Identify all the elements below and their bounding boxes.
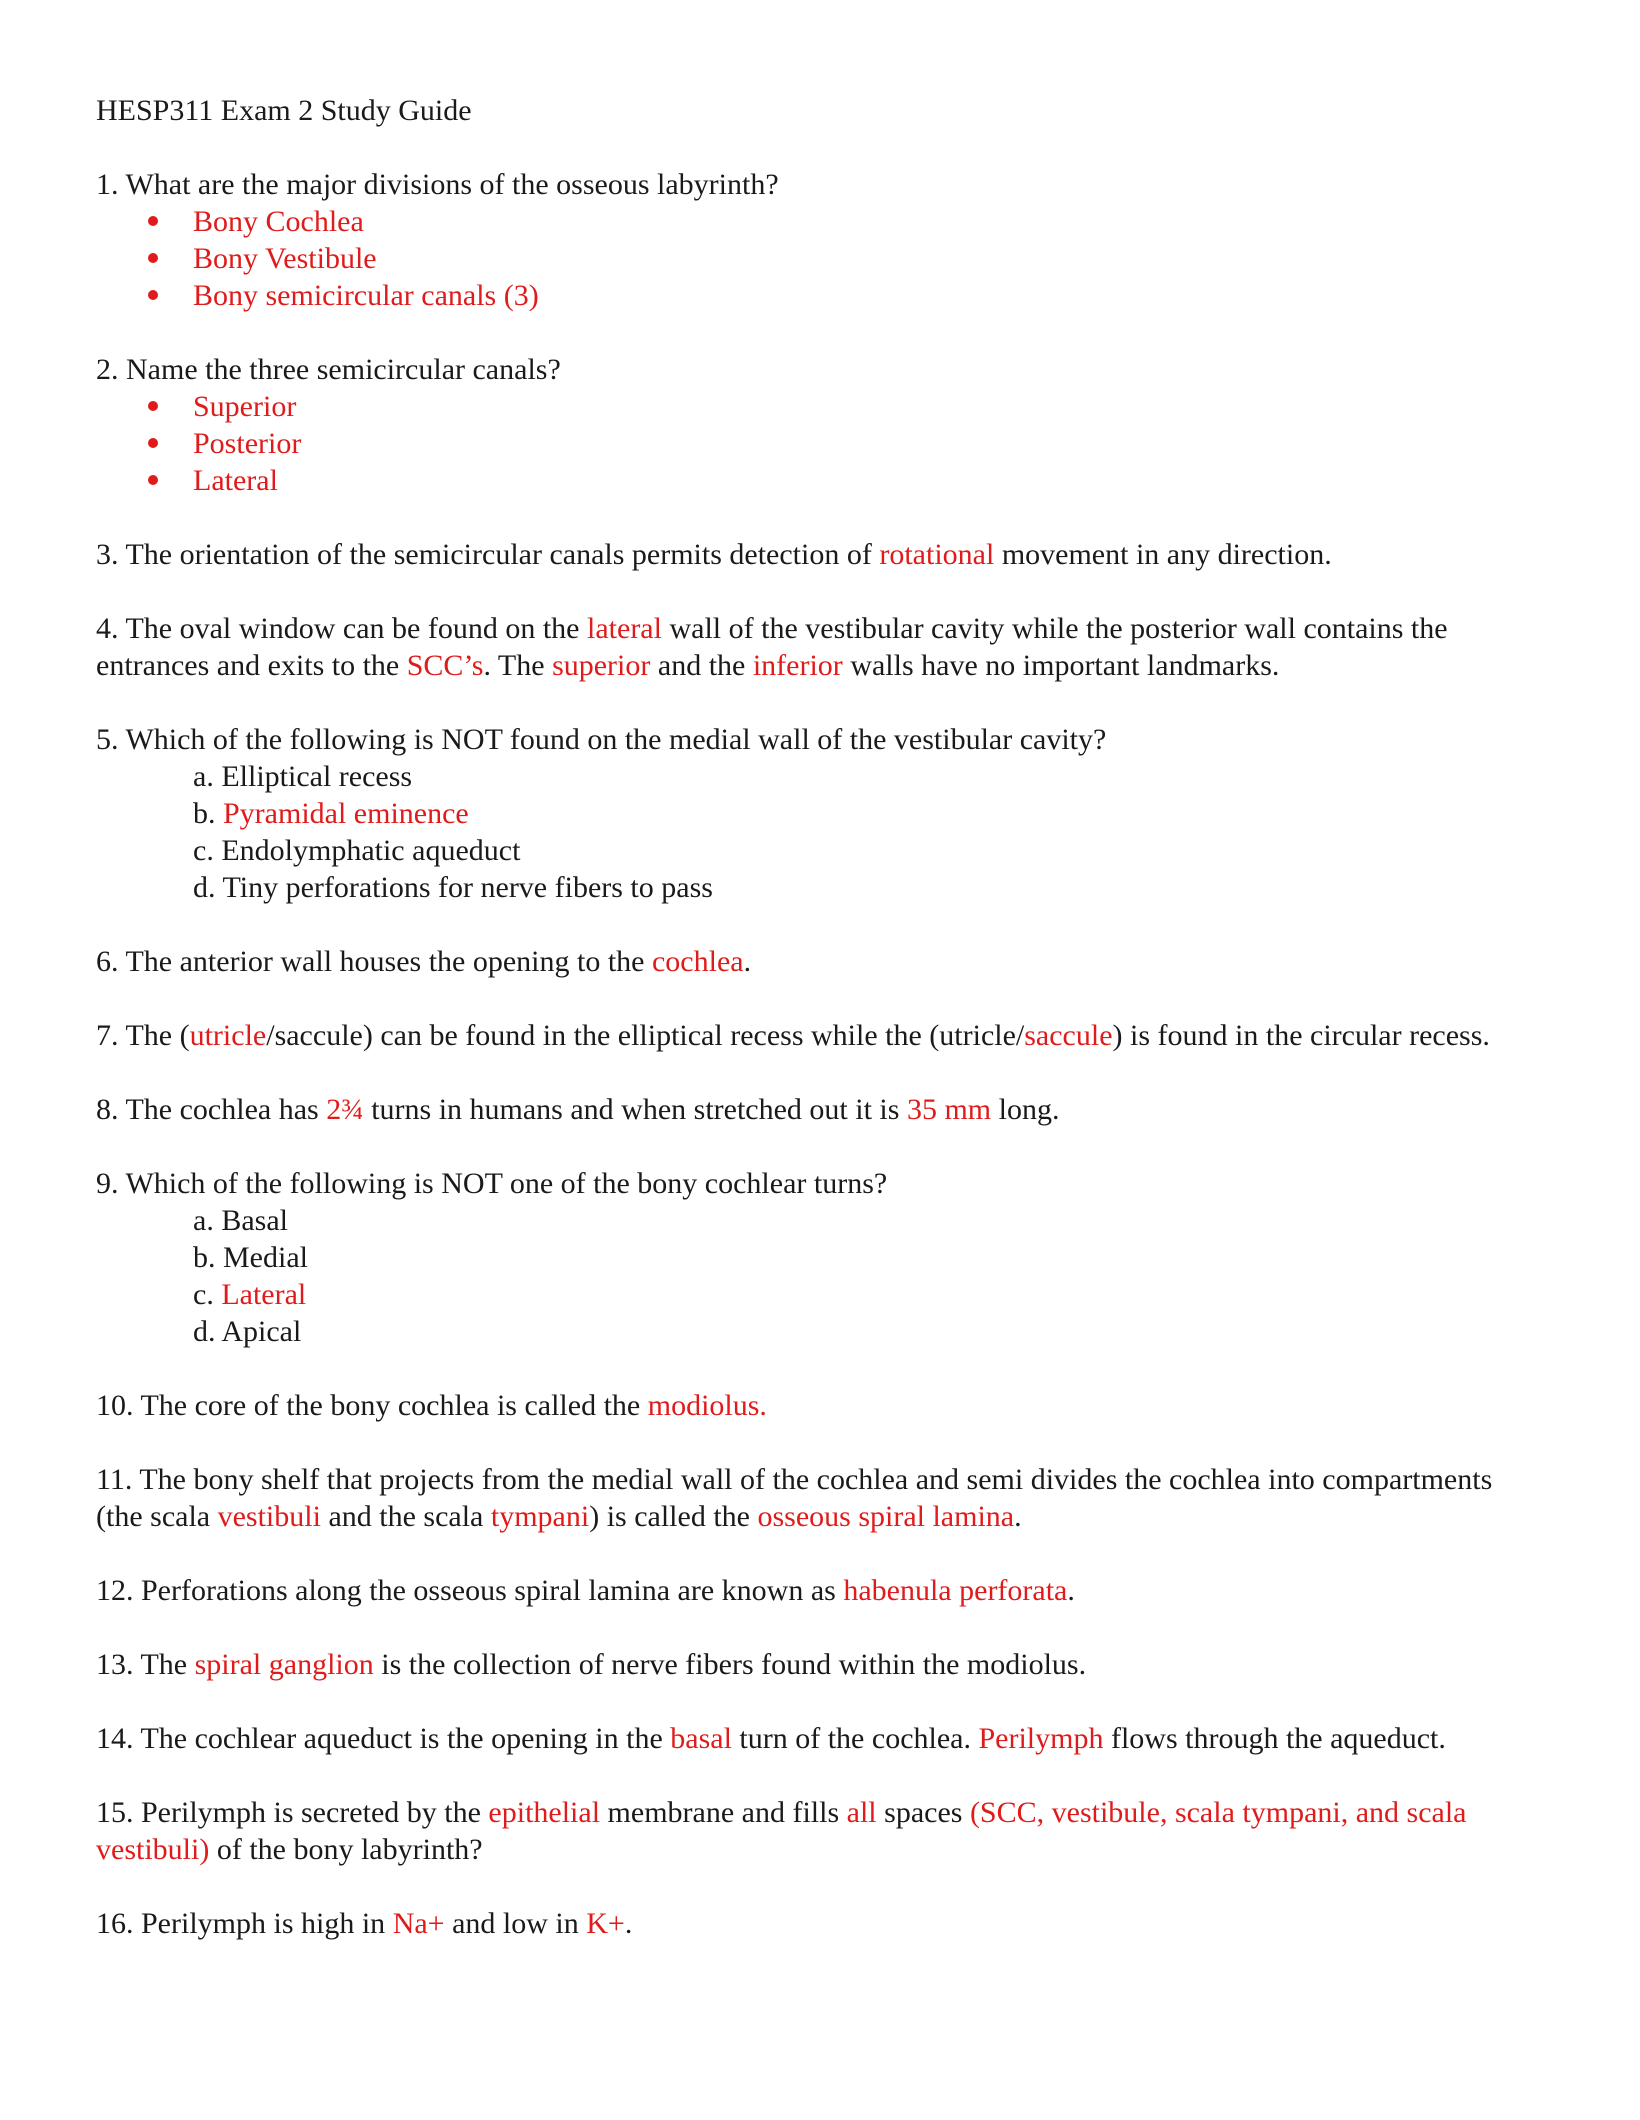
- answer-text: habenula perforata: [843, 1574, 1068, 1607]
- answer-item: Posterior: [148, 425, 1546, 462]
- answer-text: rotational: [879, 538, 995, 571]
- answer-text: K+: [586, 1907, 625, 1940]
- question-13: 13. The spiral ganglion is the collection of nerve fibers found within the modiolus.: [96, 1648, 1087, 1681]
- document-title: HESP311 Exam 2 Study Guide: [96, 94, 472, 127]
- choice-item: d. Apical: [193, 1315, 302, 1348]
- answer-text: lateral: [587, 612, 662, 645]
- question-2-answers: [96, 388, 1546, 499]
- answer-text: cochlea: [651, 945, 744, 978]
- answer-text: epithelial: [488, 1796, 601, 1829]
- question-12: 12. Perforations along the osseous spiral lamina are known as habenula perforata.: [96, 1574, 1075, 1607]
- answer-text: basal: [670, 1722, 732, 1755]
- bullet-icon: [148, 401, 158, 411]
- question-10: 10. The core of the bony cochlea is called the modiolus.: [96, 1389, 767, 1422]
- question-2: [96, 351, 1546, 499]
- answer-text: utricle: [189, 1019, 267, 1052]
- bullet-icon: [148, 438, 158, 448]
- question-9-text: 9. Which of the following is NOT one of the bony cochlear turns?: [96, 1167, 888, 1200]
- question-9-choices: [96, 1202, 1546, 1350]
- answer-text: tympani: [490, 1500, 590, 1533]
- answer-text: all: [846, 1796, 877, 1829]
- question-7: 7. The (utricle/saccule) can be found in the elliptical recess while the (utricle/saccule) is found in the circular recess.: [96, 1019, 1490, 1052]
- question-15: 15. Perilymph is secreted by the epithelial membrane and fills all spaces (SCC, vestibule, scala tympani, and scala vestibuli) of the bony labyrinth?: [96, 1796, 1467, 1866]
- question-11: 11. The bony shelf that projects from the medial wall of the cochlea and semi divides the cochlea into compartments (the scala vestibuli and the scala tympani) is called the osseous spiral lamina.: [96, 1463, 1493, 1533]
- question-1-answers: [96, 203, 1546, 314]
- choice-item: c. Endolymphatic aqueduct: [193, 834, 521, 867]
- question-3: 3. The orientation of the semicircular canals permits detection of rotational movement in any direction.: [96, 538, 1332, 571]
- question-2-text: 2. Name the three semicircular canals?: [96, 353, 561, 386]
- question-6: 6. The anterior wall houses the opening to the cochlea.: [96, 945, 752, 978]
- question-5: [96, 721, 1546, 906]
- question-1: [96, 166, 1546, 314]
- answer-item: Superior: [148, 388, 1546, 425]
- answer-item: Bony Vestibule: [148, 240, 1546, 277]
- bullet-icon: [148, 475, 158, 485]
- answer-text: saccule: [1024, 1019, 1113, 1052]
- question-5-choices: [96, 758, 1546, 906]
- answer-item: Bony semicircular canals (3): [148, 277, 1546, 314]
- question-14: 14. The cochlear aqueduct is the opening in the basal turn of the cochlea. Perilymph flows through the aqueduct.: [96, 1722, 1446, 1755]
- choice-item: b. Medial: [193, 1241, 308, 1274]
- choice-item: a. Basal: [193, 1204, 288, 1237]
- question-9: [96, 1165, 1546, 1350]
- answer-text: spiral ganglion: [194, 1648, 374, 1681]
- bullet-icon: [148, 290, 158, 300]
- answer-text: 2¾: [326, 1093, 364, 1126]
- question-16: 16. Perilymph is high in Na+ and low in K+.: [96, 1907, 633, 1940]
- choice-item-correct: c. Lateral: [193, 1278, 307, 1311]
- answer-text: inferior: [752, 649, 843, 682]
- question-8: 8. The cochlea has 2¾ turns in humans and when stretched out it is 35 mm long.: [96, 1093, 1060, 1126]
- answer-text: 35 mm: [906, 1093, 992, 1126]
- question-1-text: 1. What are the major divisions of the osseous labyrinth?: [96, 168, 779, 201]
- answer-item: Lateral: [148, 462, 1546, 499]
- answer-text: Perilymph: [978, 1722, 1104, 1755]
- choice-item: a. Elliptical recess: [193, 760, 413, 793]
- bullet-icon: [148, 216, 158, 226]
- study-guide-page: [96, 92, 1546, 1979]
- answer-text: (SCC, vestibule, scala tympani, and scala vestibuli): [96, 1796, 1467, 1866]
- answer-text: superior: [552, 649, 651, 682]
- choice-item: d. Tiny perforations for nerve fibers to pass: [193, 871, 713, 904]
- answer-item: Bony Cochlea: [148, 203, 1546, 240]
- bullet-icon: [148, 253, 158, 263]
- answer-text: SCC’s: [406, 649, 484, 682]
- question-4: 4. The oval window can be found on the lateral wall of the vestibular cavity while the posterior wall contains the entrances and exits to the SCC’s. The superior and the inferior walls have no important landmarks.: [96, 612, 1448, 682]
- choice-item-correct: b. Pyramidal eminence: [193, 797, 469, 830]
- question-5-text: 5. Which of the following is NOT found on the medial wall of the vestibular cavity?: [96, 723, 1107, 756]
- answer-text: modiolus.: [647, 1389, 767, 1422]
- answer-text: Na+: [392, 1907, 445, 1940]
- answer-text: osseous spiral lamina: [757, 1500, 1015, 1533]
- answer-text: vestibuli: [217, 1500, 321, 1533]
